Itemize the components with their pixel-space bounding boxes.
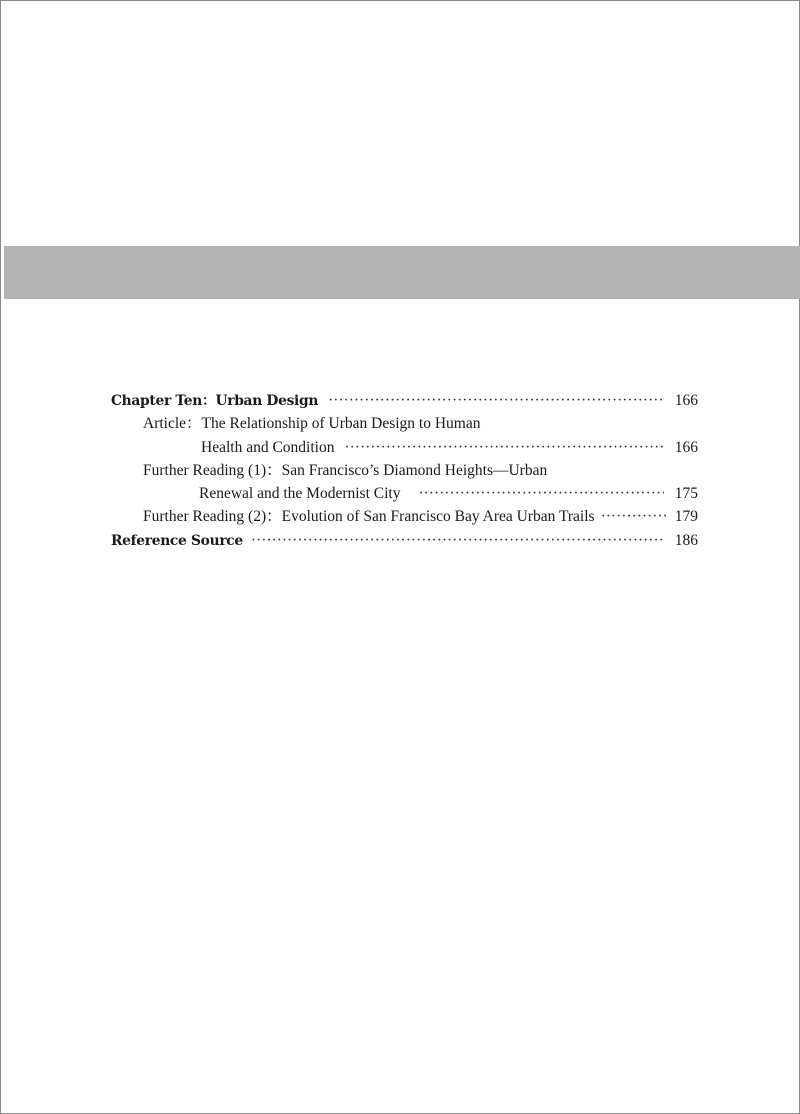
toc-page-number: 175: [674, 485, 698, 502]
leader-dots: [328, 390, 664, 412]
toc-entry-reference-source[interactable]: [111, 530, 698, 552]
toc-page-number: 166: [674, 392, 698, 409]
toc-page-number: 186: [674, 532, 698, 549]
toc-entry-article-line1[interactable]: Article：The Relationship of Urban Design to Human: [143, 415, 481, 432]
toc-entry-title: Reference Source: [111, 533, 243, 549]
toc-page-number: 166: [674, 439, 698, 456]
toc-entry-title: Chapter Ten：Urban Design: [111, 393, 319, 409]
header-band: [4, 246, 800, 299]
toc-entry-chapter-ten[interactable]: [111, 390, 698, 412]
toc-entry-article[interactable]: [201, 437, 698, 459]
toc-entry-title: Health and Condition: [201, 439, 335, 456]
leader-dots: [418, 483, 664, 505]
leader-dots: [601, 506, 666, 528]
toc-entry-title: Further Reading (2)：Evolution of San Francisco Bay Area Urban Trails: [143, 508, 595, 525]
toc-page-number: 179: [674, 508, 698, 525]
toc-entry-reading1-line1[interactable]: Further Reading (1)：San Francisco’s Diamond Heights—Urban: [143, 462, 548, 479]
toc-entry-reading1[interactable]: [199, 483, 698, 505]
leader-dots: [344, 437, 664, 459]
leader-dots: [251, 530, 664, 552]
toc-entry-title: Renewal and the Modernist City: [199, 485, 401, 502]
toc-entry-reading2[interactable]: [143, 506, 698, 528]
